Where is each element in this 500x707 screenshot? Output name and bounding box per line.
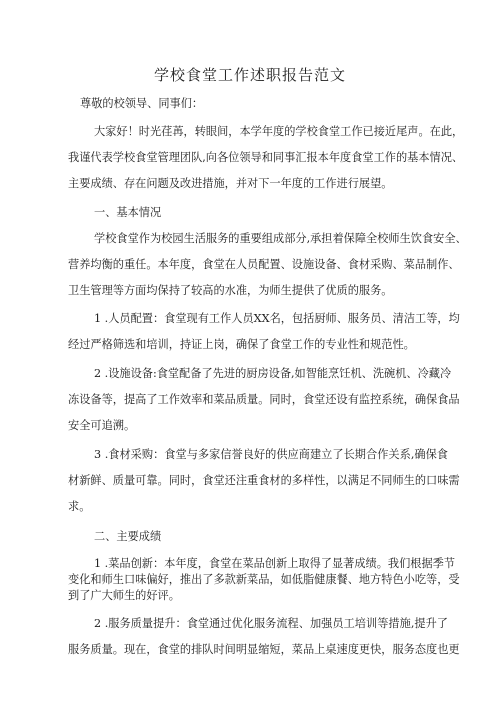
list-item-line: 服务质量。现在，食堂的排队时间明显缩短，菜品上桌速度更快，服务态度也更 bbox=[68, 643, 460, 656]
body-line: 卫生管理等方面均保持了较高的水准，为师生提供了优质的服务。 bbox=[68, 284, 393, 297]
intro-line: 主要成绩、存在问题及改进措施，并对下一年度的工作进行展望。 bbox=[68, 177, 393, 190]
list-item-line: 2 .服务质量提升：食堂通过优化服务流程、加强员工培训等措施,提升了 bbox=[94, 617, 448, 630]
list-item-line: 材新鲜、质量可靠。同时，食堂还注重食材的多样性，以满足不同师生的口味需 bbox=[68, 474, 460, 487]
greeting: 尊敬的校领导、同事们： bbox=[80, 97, 204, 110]
list-item-line: 求。 bbox=[68, 500, 91, 513]
list-item-line: 1 .人员配置：食堂现有工作人员XX名，包括厨师、服务员、清洁工等，均 bbox=[94, 312, 460, 325]
list-item-line: 经过严格筛选和培训，持证上岗，确保了食堂工作的专业性和规范性。 bbox=[68, 338, 415, 351]
list-item-line: 冻设备等，提高了工作效率和菜品质量。同时，食堂还设有监控系统，确保食品 bbox=[68, 393, 460, 406]
list-item-line: 安全可追溯。 bbox=[68, 419, 136, 432]
body-line: 学校食堂作为校园生活服务的重要组成部分,承担着保障全校师生饮食安全、 bbox=[94, 232, 467, 245]
section-heading: 二、主要成绩 bbox=[94, 530, 162, 543]
intro-line: 大家好！时光荏苒，转眼间，本学年度的学校食堂工作已接近尾声。在此， bbox=[94, 125, 464, 138]
section-heading: 一、基本情况 bbox=[94, 206, 162, 219]
list-item-line: 1 .菜品创新：本年度，食堂在菜品创新上取得了显著成绩。我们根据季节 bbox=[94, 557, 456, 570]
document-title: 学校食堂工作述职报告范文 bbox=[153, 66, 346, 84]
list-item-line: 到了广大师生的好评。 bbox=[68, 589, 180, 602]
intro-line: 我谨代表学校食堂管理团队,向各位领导和同事汇报本年度食堂工作的基本情况、 bbox=[68, 151, 464, 164]
list-item-line: 变化和师生口味偏好，推出了多款新菜品，如低脂健康餐、地方特色小吃等，受 bbox=[68, 573, 460, 586]
list-item-line: 2 .设施设备:食堂配备了先进的厨房设备,如智能烹饪机、洗碗机、冷藏冷 bbox=[94, 367, 452, 380]
list-item-line: 3 .食材采购：食堂与多家信誉良好的供应商建立了长期合作关系,确保食 bbox=[94, 448, 448, 461]
body-line: 营养均衡的重任。本年度，食堂在人员配置、设施设备、食材采购、菜品制作、 bbox=[68, 258, 460, 271]
